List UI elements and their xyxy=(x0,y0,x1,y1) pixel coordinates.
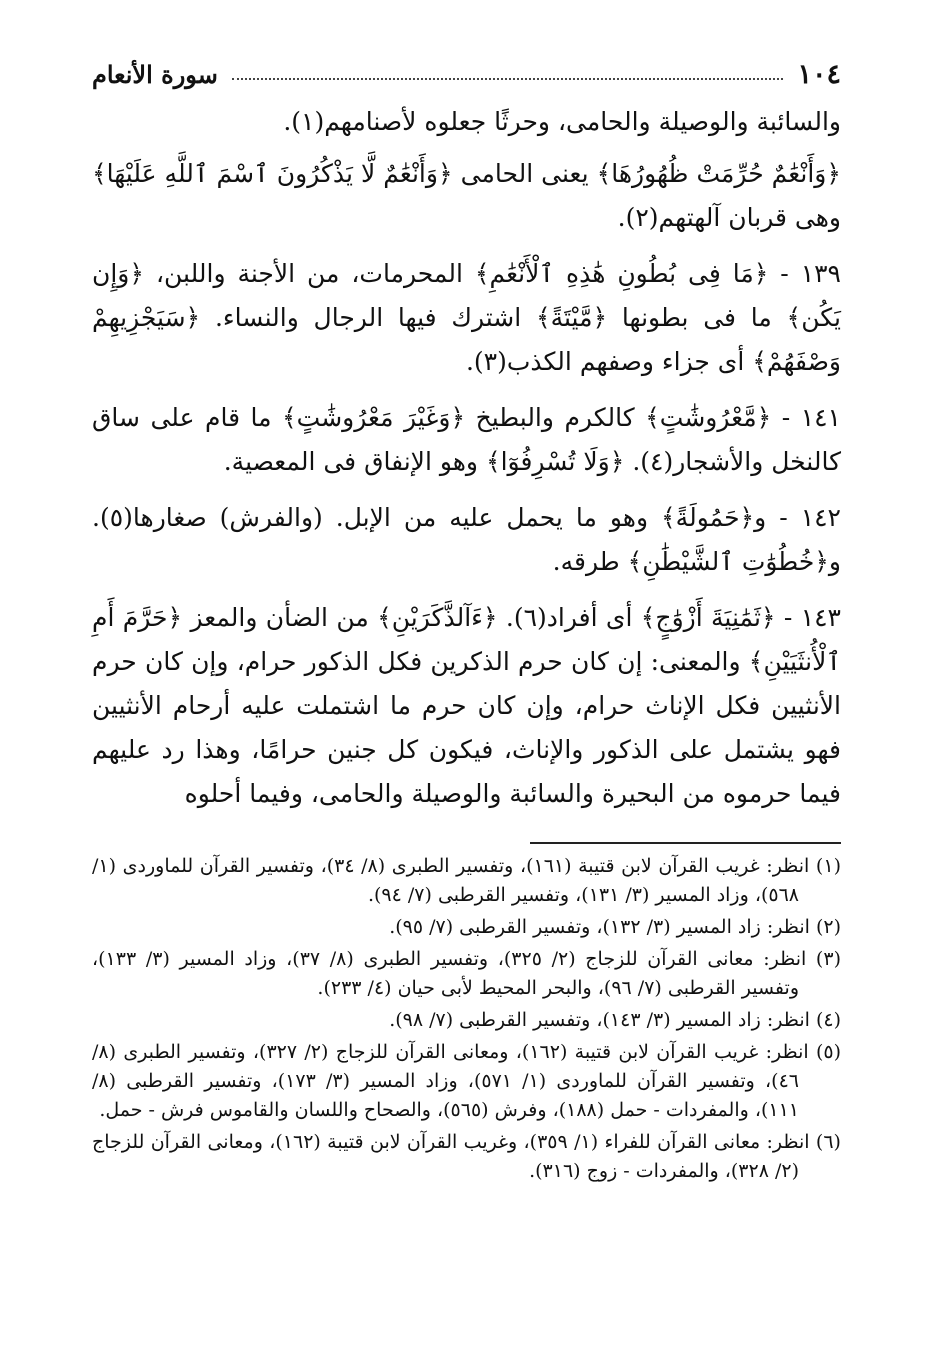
footnote-3: (٣) انظر: معانى القرآن للزجاج (٢/ ٣٢٥)، وتفسير الطبرى (٨/ ٣٧)، وزاد المسير (٣/ ١٣٣)، وتفسير القرطبى (٧/ ٩٦)، والبحر المحيط لأبى حيان (٤/ ٢٣٣). xyxy=(92,948,841,999)
page-number: ١٠٤ xyxy=(797,58,841,90)
running-header xyxy=(92,52,841,96)
footnote-4: (٤) انظر: زاد المسير (٣/ ١٤٣)، وتفسير القرطبى (٧/ ٩٨). xyxy=(389,1009,841,1031)
paragraph-continuation: والسائبة والوصيلة والحامى، وحرثًا جعلوه لأصنامهم(١). xyxy=(283,107,841,136)
main-text xyxy=(92,100,841,824)
paragraph-anaam-verse: ﴿وَأَنْعَٰمٌ حُرِّمَتْ ظُهُورُهَا﴾ يعنى الحامى ﴿وَأَنْعَٰمٌ لَّا يَذْكُرُونَ ٱسْمَ ٱللَّهِ عَلَيْهَا﴾ وهى قربان آلهتهم(٢). xyxy=(92,159,841,232)
paragraph-verse-141: ١٤١ - ﴿مَّعْرُوشَٰتٍ﴾ كالكرم والبطيخ ﴿وَغَيْرَ مَعْرُوشَٰتٍ﴾ ما قام على ساق كالنخل والأشجار(٤). ﴿وَلَا تُسْرِفُوٓا﴾ وهو الإنفاق فى المعصية. xyxy=(92,403,841,476)
footnote-6: (٦) انظر: معانى القرآن للفراء (١/ ٣٥٩)، وغريب القرآن لابن قتيبة (١٦٢)، ومعانى القرآن للزجاج (٢/ ٣٢٨)، والمفردات - زوج (٣١٦). xyxy=(92,1131,841,1182)
footnotes xyxy=(92,852,841,1189)
paragraph-verse-139: ١٣٩ - ﴿مَا فِى بُطُونِ هَٰذِهِ ٱلْأَنْعَٰمِ﴾ المحرمات، من الأجنة واللبن، ﴿وَإِن يَكُن﴾ ما فى بطونها ﴿مَّيْتَةً﴾ اشترك فيها الرجال والنساء. ﴿سَيَجْزِيهِمْ وَصْفَهُمْ﴾ أى جزاء وصفهم الكذب(٣). xyxy=(92,259,841,376)
footnote-1: (١) انظر: غريب القرآن لابن قتيبة (١٦١)، وتفسير الطبرى (٨/ ٣٤)، وتفسير القرآن للماوردى (١/ ٥٦٨)، وزاد المسير (٣/ ١٣١)، وتفسير القرطبى (٧/ ٩٤). xyxy=(92,855,841,906)
surah-title: سورة الأنعام xyxy=(92,59,218,89)
footnote-5: (٥) انظر: غريب القرآن لابن قتيبة (١٦٢)، ومعانى القرآن للزجاج (٢/ ٣٢٧)، وتفسير الطبرى (٨/ ٤٦)، وتفسير القرآن للماوردى (١/ ٥٧١)، وزاد المسير (٣/ ١٧٣)، وتفسير القرطبى (٨/ ١١١)، والمفردات - حمل (١٨٨)، وفرش (٥٦٥)، والصحاح واللسان والقاموس فرش - حمل. xyxy=(92,1041,842,1121)
paragraph-verse-142: ١٤٢ - و﴿حَمُولَةً﴾ وهو ما يحمل عليه من الإبل. (والفرش) صغارها(٥). و﴿خُطُوَٰتِ ٱلشَّيْطَٰنِ﴾ طرقه. xyxy=(92,503,841,576)
footnote-separator xyxy=(530,842,841,844)
header-dotted-leader xyxy=(232,78,784,80)
footnote-2: (٢) انظر: زاد المسير (٣/ ١٣٢)، وتفسير القرطبى (٧/ ٩٥). xyxy=(389,916,841,938)
paragraph-verse-143: ١٤٣ - ﴿ثَمَٰنِيَةَ أَزْوَٰجٍ﴾ أى أفراد(٦). ﴿ءَآلذَّكَرَيْنِ﴾ من الضأن والمعز ﴿حَرَّمَ أَمِ ٱلْأُنثَيَيْنِ﴾ والمعنى: إن كان حرم الذكرين فكل الذكور حرام، وإن كان حرم الأنثيين فكل الإناث حرام، وإن كان حرم ما اشتملت عليه أرحام الأنثيين فهو يشتمل على الذكور والإناث، فيكون كل جنين حرامًا، وهذا رد عليهم فيما حرموه من البحيرة والسائبة والوصيلة والحامى، وفيما أحلوه xyxy=(92,603,841,808)
